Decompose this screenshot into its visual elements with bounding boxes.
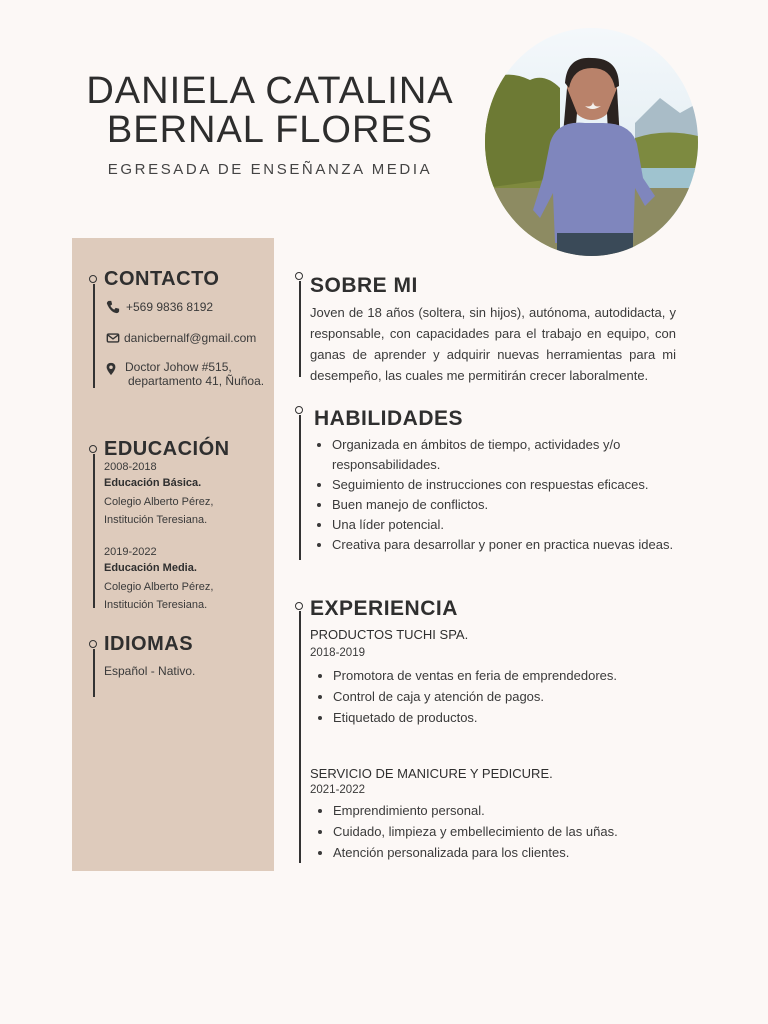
job-subtitle: EGRESADA DE ENSEÑANZA MEDIA [107, 161, 433, 178]
language-item: Español - Nativo. [104, 664, 196, 678]
job-task: • Promotora de ventas en feria de emprendedores. [333, 665, 693, 686]
section-line [93, 454, 95, 608]
section-marker [295, 406, 303, 414]
education-school: Institución Teresiana. [104, 514, 208, 526]
job-company: SERVICIO DE MANICURE Y PEDICURE. [310, 766, 553, 781]
section-marker [89, 445, 97, 453]
skill-item: • Una líder potencial. [332, 515, 690, 535]
languages-heading: IDIOMAS [104, 633, 194, 655]
contact-address-line-1: Doctor Johow #515, [125, 360, 232, 374]
section-marker [89, 640, 97, 648]
education-years: 2019-2022 [104, 546, 157, 558]
about-text: Joven de 18 años (soltera, sin hijos), autónoma, autodidacta, y responsable, con capacidades para el trabajo en equipo, con ganas de aprender y adquirir nuevas herramientas para mi desempeño, las cuales me permitirán crecer laboralmente. [310, 305, 676, 383]
job-task: • Cuidado, limpieza y embellecimiento de las uñas. [333, 821, 693, 842]
job-task: • Etiquetado de productos. [333, 707, 693, 728]
job-years: 2018-2019 [310, 647, 365, 659]
job-task: • Atención personalizada para los clientes. [333, 842, 693, 863]
mail-icon [106, 331, 120, 345]
section-marker [89, 275, 97, 283]
section-line [299, 611, 301, 863]
section-line [93, 649, 95, 697]
location-pin-icon [104, 362, 118, 376]
education-level: Educación Básica. [104, 477, 202, 489]
section-marker [295, 272, 303, 280]
job-tasks-list [311, 800, 693, 863]
education-heading: EDUCACIÓN [104, 438, 230, 460]
experience-heading: EXPERIENCIA [310, 597, 458, 620]
contact-email: danicbernalf@gmail.com [124, 331, 257, 345]
section-marker [295, 602, 303, 610]
job-task: • Control de caja y atención de pagos. [333, 686, 693, 707]
contact-address-line-2: departamento 41, Ñuñoa. [128, 374, 265, 388]
skills-list [310, 435, 690, 555]
name-line-1: DANIELA CATALINA [86, 70, 454, 112]
education-school: Institución Teresiana. [104, 599, 208, 611]
job-tasks-list [311, 665, 693, 728]
education-school: Colegio Alberto Pérez, [104, 581, 214, 593]
about-heading: SOBRE MI [310, 274, 418, 297]
education-years: 2008-2018 [104, 461, 157, 473]
job-years: 2021-2022 [310, 784, 365, 796]
job-task: • Emprendimiento personal. [333, 800, 693, 821]
section-line [93, 284, 95, 388]
section-line [299, 281, 301, 377]
skill-item: • Buen manejo de conflictos. [332, 495, 690, 515]
skill-item: • Organizada en ámbitos de tiempo, actividades y/o responsabilidades. [332, 435, 690, 475]
education-school: Colegio Alberto Pérez, [104, 496, 214, 508]
education-level: Educación Media. [104, 562, 197, 574]
skills-heading: HABILIDADES [314, 407, 464, 430]
profile-photo [485, 28, 698, 256]
name-line-2: BERNAL FLORES [106, 109, 434, 151]
skill-item: • Seguimiento de instrucciones con respuestas eficaces. [332, 475, 690, 495]
job-company: PRODUCTOS TUCHI SPA. [310, 627, 469, 642]
candidate-name [60, 72, 480, 150]
contact-phone: +569 9836 8192 [126, 300, 214, 314]
skill-item: • Creativa para desarrollar y poner en practica nuevas ideas. [332, 535, 690, 555]
phone-icon [106, 300, 120, 314]
section-line [299, 415, 301, 560]
contact-heading: CONTACTO [104, 268, 220, 290]
